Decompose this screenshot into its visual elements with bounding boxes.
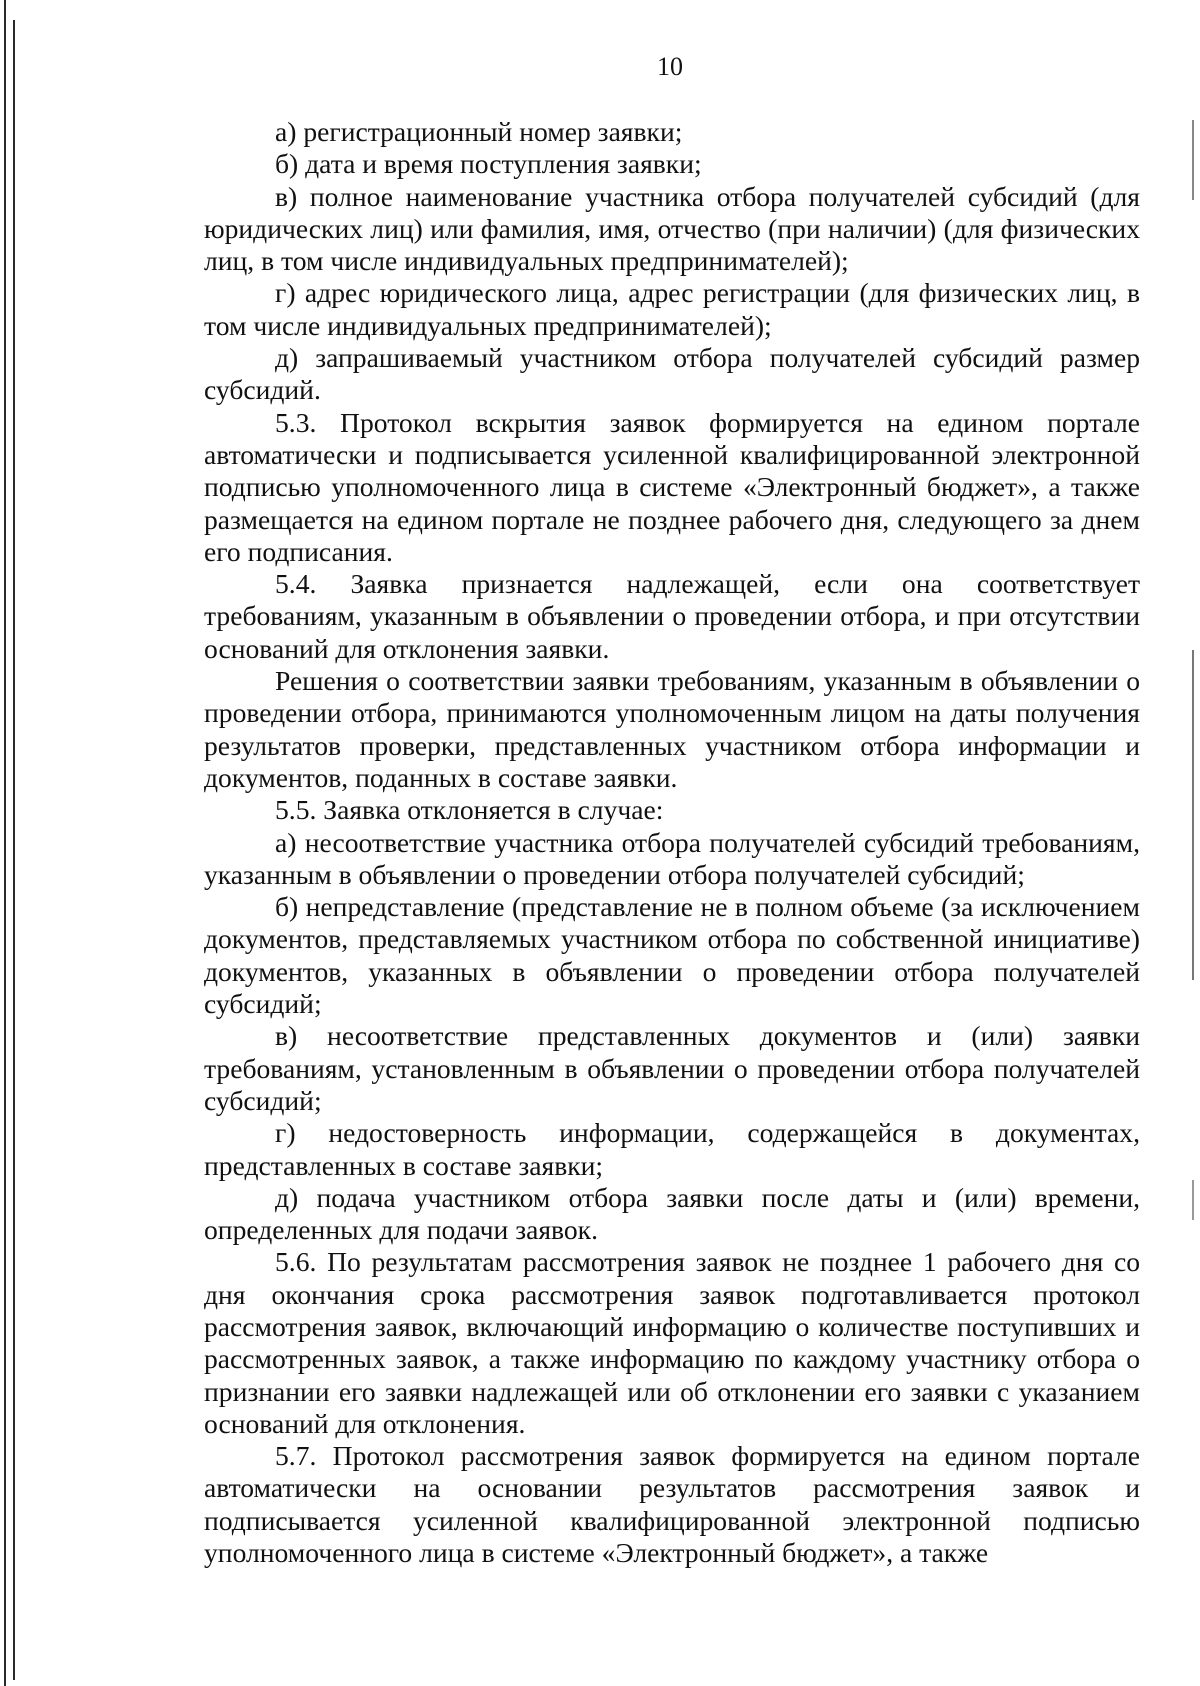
list-item-a-registration-number: а) регистрационный номер заявки; bbox=[275, 116, 683, 147]
clause-5-5-item-d: д) подача участником отбора заявки после даты и (или) времени, определенных для подачи заявок. bbox=[204, 1181, 1140, 1246]
list-item-g-address: г) адрес юридического лица, адрес регистрации (для физических лиц, в том числе индивидуальных предпринимателей); bbox=[204, 277, 1140, 341]
scan-border-left-inner bbox=[13, 20, 15, 1680]
clause-5-7: 5.7. Протокол рассмотрения заявок формируется на едином портале автоматически на основании результатов рассмотрения заявок и подписывается усиленной квалифицированной электронной подписью уполномоченного лица в системе «Электронный бюджет», а также bbox=[204, 1440, 1140, 1569]
clause-5-5-item-g: г) недостоверность информации, содержащейся в документах, представленных в составе заявки; bbox=[204, 1117, 1140, 1181]
scan-border-left-outer bbox=[4, 0, 6, 1686]
list-item-b-date-time: б) дата и время поступления заявки; bbox=[275, 148, 702, 180]
scan-mark-right-middle bbox=[1192, 650, 1194, 980]
clause-5-5: 5.5. Заявка отклоняется в случае: bbox=[275, 794, 664, 826]
document-body bbox=[204, 116, 1140, 1569]
clause-5-5-item-v: в) несоответствие представленных документов и (или) заявки требованиям, установленным в объявлении о проведении отбора получателей субсидий; bbox=[204, 1020, 1140, 1116]
clause-5-3: 5.3. Протокол вскрытия заявок формируется на едином портале автоматически и подписывается усиленной квалифицированной электронной подписью уполномоченного лица в системе «Электронный бюджет», а также размещается на едином портале не позднее рабочего дня, следующего за днем его подписания. bbox=[204, 406, 1140, 567]
clause-5-4: 5.4. Заявка признается надлежащей, если она соответствует требованиям, указанным в объявлении о проведении отбора, и при отсутствии оснований для отклонения заявки. bbox=[204, 568, 1140, 664]
list-item-d-requested-amount: д) запрашиваемый участником отбора получателей субсидий размер субсидий. bbox=[204, 342, 1140, 406]
scan-mark-right-top bbox=[1192, 120, 1194, 200]
clause-5-6: 5.6. По результатам рассмотрения заявок не позднее 1 рабочего дня со дня окончания срока рассмотрения заявок подготавливается протокол рассмотрения заявок, включающий информацию о количестве поступивших и рассмотренных заявок, а также информацию по каждому участнику отбора о признании его заявки надлежащей или об отклонении его заявки с указанием оснований для отклонения. bbox=[204, 1246, 1140, 1439]
clause-5-5-item-b: б) непредставление (представление не в полном объеме (за исключением документов, представляемых участником отбора по собственной инициативе) документов, указанных в объявлении о проведении отбора получателей субсидий; bbox=[204, 891, 1140, 1020]
clause-5-5-item-a: а) несоответствие участника отбора получателей субсидий требованиям, указанным в объявлении о проведении отбора получателей субсидий; bbox=[204, 826, 1140, 890]
page-number: 10 bbox=[657, 52, 683, 81]
clause-5-4-decisions: Решения о соответствии заявки требованиям, указанным в объявлении о проведении отбора, принимаются уполномоченным лицом на даты получения результатов проверки, представленных участником отбора информации и документов, поданных в составе заявки. bbox=[204, 665, 1140, 793]
scan-mark-right-bottom bbox=[1192, 1180, 1194, 1220]
list-item-v-full-name: в) полное наименование участника отбора получателей субсидий (для юридических лиц) или фамилия, имя, отчество (при наличии) (для физических лиц, в том числе индивидуальных предпринимателей); bbox=[204, 180, 1140, 277]
